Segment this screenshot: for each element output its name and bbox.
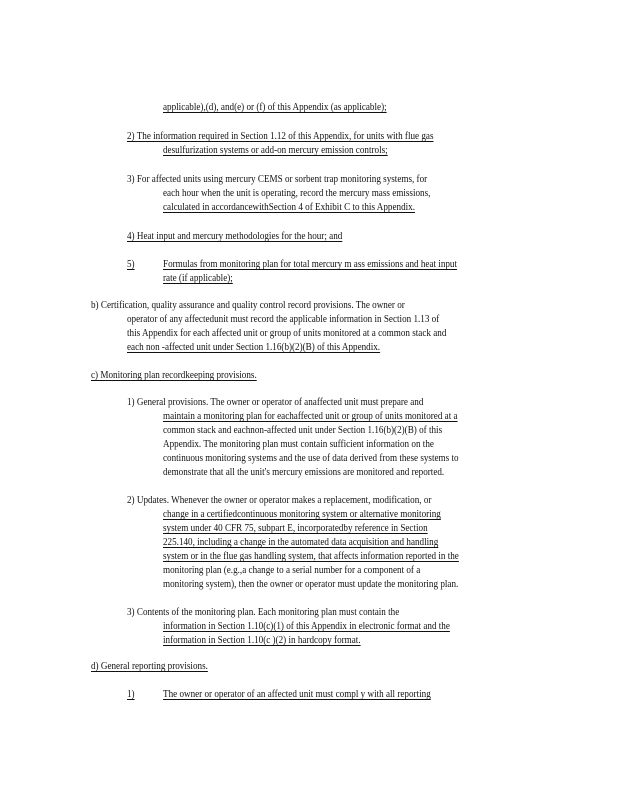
section-d-item-1-number: 1) [127, 689, 135, 700]
section-c-item-1-line-3: common stack and eachnon-affected unit under Section 1.16(b)(2)(B) of this [163, 425, 443, 436]
item-a-cont-line-1: applicable),(d), and(e) or (f) of this Appendix (as applicable); [163, 102, 387, 113]
section-c-item-3-line-3: information in Section 1.10(c )(2) in hardcopy format. [163, 635, 361, 646]
section-c-item-1-line-2: maintain a monitoring plan for eachaffected unit or group of units monitored at a [163, 411, 458, 422]
section-d-item-1-line-1: The owner or operator of an affected unit must compl y with all reporting [163, 689, 431, 700]
section-c-item-1-line-5: continuous monitoring systems and the use of data derived from these systems to [163, 453, 459, 464]
section-c-item-1-line-4: Appendix. The monitoring plan must contain sufficient information on the [163, 439, 434, 450]
item-2-line-2: desulfurization systems or add-on mercury emission controls; [163, 145, 388, 156]
item-2-line-1: 2) The information required in Section 1.12 of this Appendix, for units with flue gas [127, 131, 434, 142]
section-c-heading: c) Monitoring plan recordkeeping provisions. [91, 370, 257, 381]
item-3-line-3: calculated in accordancewithSection 4 of Exhibit C to this Appendix. [163, 202, 416, 213]
section-b-line-2: operator of any affectedunit must record the applicable information in Section 1.13 of [127, 314, 440, 325]
section-c-item-2-line-7: monitoring system), then the owner or operator must update the monitoring plan. [163, 579, 459, 590]
item-3-line-1: 3) For affected units using mercury CEMS or sorbent trap monitoring systems, for [127, 174, 428, 185]
section-c-item-2-line-4: 225.140, including a change in the automated data acquisition and handling [163, 537, 439, 548]
item-5-number: 5) [127, 259, 135, 270]
section-d-heading: d) General reporting provisions. [91, 661, 208, 672]
section-c-item-2-line-3: system under 40 CFR 75, subpart E, incorporatedby reference in Section [163, 523, 428, 534]
section-b-line-4: each non -affected unit under Section 1.16(b)(2)(B) of this Appendix. [127, 342, 381, 353]
section-c-item-2-line-1: 2) Updates. Whenever the owner or operator makes a replacement, modification, or [127, 495, 432, 506]
section-c-item-2-line-6: monitoring plan (e.g.,a change to a serial number for a component of a [163, 565, 421, 576]
section-c-item-3-line-2: information in Section 1.10(c)(1) of this Appendix in electronic format and the [163, 621, 450, 632]
item-5-line-2: rate (if applicable); [163, 273, 233, 284]
section-c-item-2-line-2: change in a certifiedcontinuous monitoring system or alternative monitoring [163, 509, 441, 520]
section-c-item-2-line-5: system or in the flue gas handling system, that affects information reported in the [163, 551, 459, 562]
section-c-item-1-line-6: demonstrate that all the unit's mercury emissions are monitored and reported. [163, 467, 445, 478]
section-c-item-1-line-1: 1) General provisions. The owner or operator of anaffected unit must prepare and [127, 397, 424, 408]
item-4-line-1: 4) Heat input and mercury methodologies for the hour; and [127, 231, 343, 242]
section-b-line-3: this Appendix for each affected unit or group of units monitored at a common stack and [127, 328, 447, 339]
item-3-line-2: each hour when the unit is operating, record the mercury mass emissions, [163, 188, 431, 199]
section-b-line-1: b) Certification, quality assurance and quality control record provisions. The owner or [91, 300, 405, 311]
item-5-line-1: Formulas from monitoring plan for total mercury m ass emissions and heat input [163, 259, 458, 270]
section-c-item-3-line-1: 3) Contents of the monitoring plan. Each monitoring plan must contain the [127, 607, 400, 618]
